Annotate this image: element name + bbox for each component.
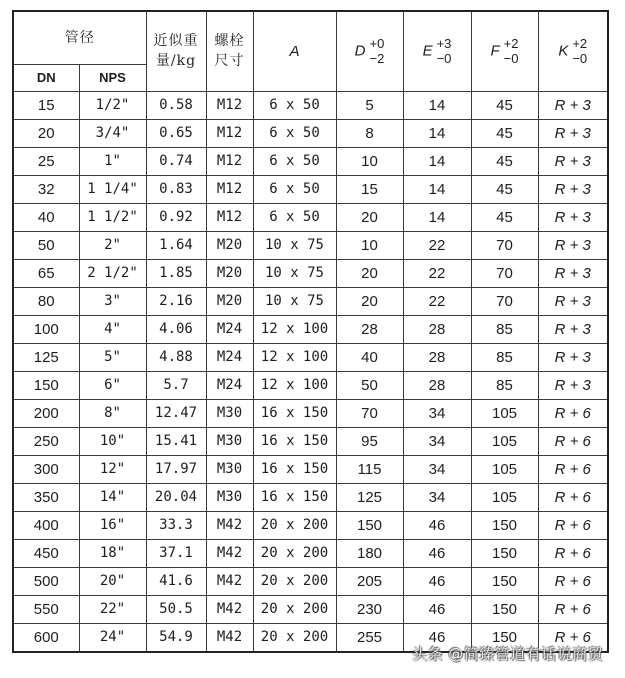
header-f-tolerance [504, 36, 519, 66]
cell-d: 150 [336, 511, 403, 539]
cell-bolt: M12 [206, 91, 253, 119]
header-weight-line1: 近似重 [153, 33, 199, 50]
cell-bolt: M12 [206, 147, 253, 175]
cell-nps: 16" [79, 511, 146, 539]
tol-lower: −0 [503, 51, 519, 67]
cell-weight: 1.64 [146, 231, 206, 259]
table-row [13, 231, 608, 259]
cell-dn: 550 [13, 595, 79, 623]
cell-weight: 17.97 [146, 455, 206, 483]
cell-nps: 4" [79, 315, 146, 343]
cell-e: 22 [403, 231, 471, 259]
cell-bolt: M20 [206, 231, 253, 259]
cell-k: R + 3 [538, 259, 608, 287]
tol-lower: −2 [369, 51, 385, 67]
cell-dn: 80 [13, 287, 79, 315]
cell-k: R + 6 [538, 427, 608, 455]
cell-dn: 150 [13, 371, 79, 399]
cell-d: 255 [336, 623, 403, 652]
cell-bolt: M42 [206, 595, 253, 623]
cell-weight: 12.47 [146, 399, 206, 427]
cell-f: 150 [471, 567, 538, 595]
cell-d: 70 [336, 399, 403, 427]
cell-dn: 400 [13, 511, 79, 539]
tol-lower: −0 [436, 51, 452, 67]
header-e-letter: E [422, 42, 433, 60]
table-row [13, 483, 608, 511]
header-dn: DN [13, 64, 79, 91]
cell-k: R + 6 [538, 595, 608, 623]
cell-k: R + 3 [538, 371, 608, 399]
cell-nps: 1/2" [79, 91, 146, 119]
header-weight [146, 11, 206, 91]
cell-nps: 5" [79, 343, 146, 371]
cell-bolt: M12 [206, 203, 253, 231]
cell-f: 105 [471, 427, 538, 455]
cell-k: R + 6 [538, 483, 608, 511]
header-k [538, 11, 608, 91]
cell-weight: 1.85 [146, 259, 206, 287]
cell-a: 12 x 100 [253, 343, 336, 371]
header-d-letter: D [354, 42, 366, 60]
tol-upper: +2 [503, 36, 519, 52]
cell-weight: 41.6 [146, 567, 206, 595]
cell-k: R + 3 [538, 203, 608, 231]
cell-nps: 2 1/2" [79, 259, 146, 287]
cell-e: 34 [403, 399, 471, 427]
cell-dn: 500 [13, 567, 79, 595]
tol-upper: +3 [436, 36, 452, 52]
cell-dn: 40 [13, 203, 79, 231]
cell-f: 45 [471, 175, 538, 203]
cell-a: 20 x 200 [253, 623, 336, 652]
cell-k: R + 6 [538, 455, 608, 483]
cell-e: 28 [403, 315, 471, 343]
cell-nps: 20" [79, 567, 146, 595]
cell-a: 6 x 50 [253, 91, 336, 119]
cell-e: 14 [403, 119, 471, 147]
cell-f: 45 [471, 91, 538, 119]
cell-weight: 33.3 [146, 511, 206, 539]
cell-a: 16 x 150 [253, 399, 336, 427]
cell-nps: 3" [79, 287, 146, 315]
cell-f: 85 [471, 315, 538, 343]
cell-a: 6 x 50 [253, 175, 336, 203]
table-row [13, 147, 608, 175]
cell-weight: 0.58 [146, 91, 206, 119]
cell-nps: 1" [79, 147, 146, 175]
cell-d: 230 [336, 595, 403, 623]
cell-dn: 250 [13, 427, 79, 455]
cell-bolt: M12 [206, 175, 253, 203]
cell-nps: 6" [79, 371, 146, 399]
cell-e: 34 [403, 427, 471, 455]
cell-e: 46 [403, 511, 471, 539]
cell-dn: 65 [13, 259, 79, 287]
cell-a: 16 x 150 [253, 483, 336, 511]
cell-e: 28 [403, 343, 471, 371]
table-row [13, 399, 608, 427]
cell-a: 10 x 75 [253, 231, 336, 259]
cell-bolt: M24 [206, 371, 253, 399]
cell-a: 20 x 200 [253, 539, 336, 567]
cell-e: 14 [403, 91, 471, 119]
table-row [13, 595, 608, 623]
cell-k: R + 6 [538, 623, 608, 652]
cell-f: 150 [471, 511, 538, 539]
cell-bolt: M30 [206, 427, 253, 455]
cell-a: 16 x 150 [253, 455, 336, 483]
header-bolt-line1: 螺栓 [214, 33, 245, 50]
header-k-tolerance [572, 36, 587, 66]
table-row [13, 203, 608, 231]
watermark-text: 头条 @简臻管道有话说商贸 [412, 645, 604, 663]
cell-f: 105 [471, 399, 538, 427]
cell-weight: 0.92 [146, 203, 206, 231]
cell-dn: 25 [13, 147, 79, 175]
cell-nps: 10" [79, 427, 146, 455]
cell-weight: 37.1 [146, 539, 206, 567]
cell-f: 45 [471, 147, 538, 175]
cell-d: 20 [336, 259, 403, 287]
cell-k: R + 6 [538, 399, 608, 427]
cell-e: 14 [403, 147, 471, 175]
cell-dn: 300 [13, 455, 79, 483]
cell-bolt: M42 [206, 511, 253, 539]
cell-nps: 12" [79, 455, 146, 483]
cell-k: R + 6 [538, 511, 608, 539]
cell-bolt: M42 [206, 539, 253, 567]
cell-a: 12 x 100 [253, 371, 336, 399]
cell-weight: 2.16 [146, 287, 206, 315]
table-row [13, 175, 608, 203]
cell-dn: 20 [13, 119, 79, 147]
table-row [13, 427, 608, 455]
cell-e: 46 [403, 623, 471, 652]
cell-a: 6 x 50 [253, 203, 336, 231]
cell-weight: 0.74 [146, 147, 206, 175]
cell-dn: 200 [13, 399, 79, 427]
cell-nps: 8" [79, 399, 146, 427]
cell-bolt: M42 [206, 623, 253, 652]
cell-weight: 15.41 [146, 427, 206, 455]
cell-d: 95 [336, 427, 403, 455]
table-row [13, 567, 608, 595]
cell-d: 40 [336, 343, 403, 371]
cell-e: 22 [403, 259, 471, 287]
cell-e: 46 [403, 539, 471, 567]
cell-f: 70 [471, 259, 538, 287]
cell-d: 205 [336, 567, 403, 595]
cell-weight: 4.88 [146, 343, 206, 371]
cell-nps: 22" [79, 595, 146, 623]
cell-d: 10 [336, 231, 403, 259]
cell-k: R + 3 [538, 231, 608, 259]
cell-bolt: M20 [206, 259, 253, 287]
cell-k: R + 6 [538, 567, 608, 595]
cell-f: 85 [471, 371, 538, 399]
cell-dn: 100 [13, 315, 79, 343]
cell-d: 115 [336, 455, 403, 483]
cell-a: 10 x 75 [253, 287, 336, 315]
cell-d: 50 [336, 371, 403, 399]
cell-a: 6 x 50 [253, 147, 336, 175]
tol-upper: +0 [369, 36, 385, 52]
header-a: A [253, 11, 336, 91]
cell-e: 22 [403, 287, 471, 315]
cell-dn: 32 [13, 175, 79, 203]
cell-f: 70 [471, 287, 538, 315]
cell-dn: 600 [13, 623, 79, 652]
cell-f: 45 [471, 203, 538, 231]
header-e-tolerance [437, 36, 452, 66]
cell-weight: 5.7 [146, 371, 206, 399]
table-row [13, 287, 608, 315]
cell-a: 20 x 200 [253, 511, 336, 539]
cell-d: 10 [336, 147, 403, 175]
cell-dn: 350 [13, 483, 79, 511]
tol-upper: +2 [572, 36, 588, 52]
cell-dn: 15 [13, 91, 79, 119]
cell-e: 34 [403, 483, 471, 511]
cell-bolt: M42 [206, 567, 253, 595]
cell-d: 15 [336, 175, 403, 203]
cell-k: R + 3 [538, 119, 608, 147]
table-row [13, 511, 608, 539]
cell-bolt: M20 [206, 287, 253, 315]
cell-f: 85 [471, 343, 538, 371]
header-bolt-line2: 尺寸 [214, 53, 245, 70]
cell-e: 46 [403, 595, 471, 623]
table-row [13, 539, 608, 567]
header-weight-line2: 量/kg [155, 53, 197, 70]
table-row [13, 343, 608, 371]
cell-e: 34 [403, 455, 471, 483]
cell-f: 45 [471, 119, 538, 147]
cell-nps: 1 1/4" [79, 175, 146, 203]
cell-d: 125 [336, 483, 403, 511]
cell-f: 105 [471, 455, 538, 483]
cell-d: 28 [336, 315, 403, 343]
cell-a: 12 x 100 [253, 315, 336, 343]
header-f [471, 11, 538, 91]
cell-d: 8 [336, 119, 403, 147]
header-k-letter: K [558, 42, 569, 60]
table-row [13, 315, 608, 343]
cell-k: R + 3 [538, 147, 608, 175]
header-bolt-size [206, 11, 253, 91]
cell-d: 20 [336, 287, 403, 315]
cell-nps: 18" [79, 539, 146, 567]
cell-a: 6 x 50 [253, 119, 336, 147]
tol-lower: −0 [572, 51, 588, 67]
cell-k: R + 3 [538, 343, 608, 371]
cell-a: 10 x 75 [253, 259, 336, 287]
cell-bolt: M30 [206, 399, 253, 427]
cell-weight: 54.9 [146, 623, 206, 652]
cell-nps: 2" [79, 231, 146, 259]
cell-weight: 0.65 [146, 119, 206, 147]
cell-k: R + 3 [538, 287, 608, 315]
cell-f: 105 [471, 483, 538, 511]
cell-bolt: M24 [206, 343, 253, 371]
table-row [13, 259, 608, 287]
header-f-letter: F [490, 42, 500, 60]
cell-e: 14 [403, 203, 471, 231]
cell-bolt: M30 [206, 455, 253, 483]
table-row [13, 371, 608, 399]
header-d-tolerance [370, 36, 385, 66]
cell-k: R + 3 [538, 175, 608, 203]
cell-f: 150 [471, 539, 538, 567]
cell-a: 20 x 200 [253, 595, 336, 623]
cell-a: 20 x 200 [253, 567, 336, 595]
table-row [13, 91, 608, 119]
header-nps: NPS [79, 64, 146, 91]
cell-weight: 0.83 [146, 175, 206, 203]
cell-nps: 24" [79, 623, 146, 652]
cell-dn: 450 [13, 539, 79, 567]
cell-e: 28 [403, 371, 471, 399]
cell-e: 46 [403, 567, 471, 595]
cell-nps: 1 1/2" [79, 203, 146, 231]
cell-a: 16 x 150 [253, 427, 336, 455]
flange-dimension-table [12, 10, 609, 653]
cell-weight: 20.04 [146, 483, 206, 511]
header-d [336, 11, 403, 91]
header-pipe-size: 管径 [13, 11, 146, 64]
cell-bolt: M24 [206, 315, 253, 343]
cell-dn: 50 [13, 231, 79, 259]
cell-f: 150 [471, 595, 538, 623]
cell-k: R + 3 [538, 315, 608, 343]
cell-weight: 4.06 [146, 315, 206, 343]
table-row [13, 455, 608, 483]
cell-k: R + 3 [538, 91, 608, 119]
cell-e: 14 [403, 175, 471, 203]
cell-d: 5 [336, 91, 403, 119]
cell-d: 180 [336, 539, 403, 567]
cell-k: R + 6 [538, 539, 608, 567]
header-e [403, 11, 471, 91]
cell-f: 70 [471, 231, 538, 259]
cell-nps: 3/4" [79, 119, 146, 147]
cell-dn: 125 [13, 343, 79, 371]
table-row [13, 119, 608, 147]
table-body [13, 91, 608, 652]
dimension-table-container [12, 10, 609, 653]
cell-nps: 14" [79, 483, 146, 511]
cell-bolt: M12 [206, 119, 253, 147]
cell-f: 150 [471, 623, 538, 652]
cell-weight: 50.5 [146, 595, 206, 623]
cell-d: 20 [336, 203, 403, 231]
cell-bolt: M30 [206, 483, 253, 511]
